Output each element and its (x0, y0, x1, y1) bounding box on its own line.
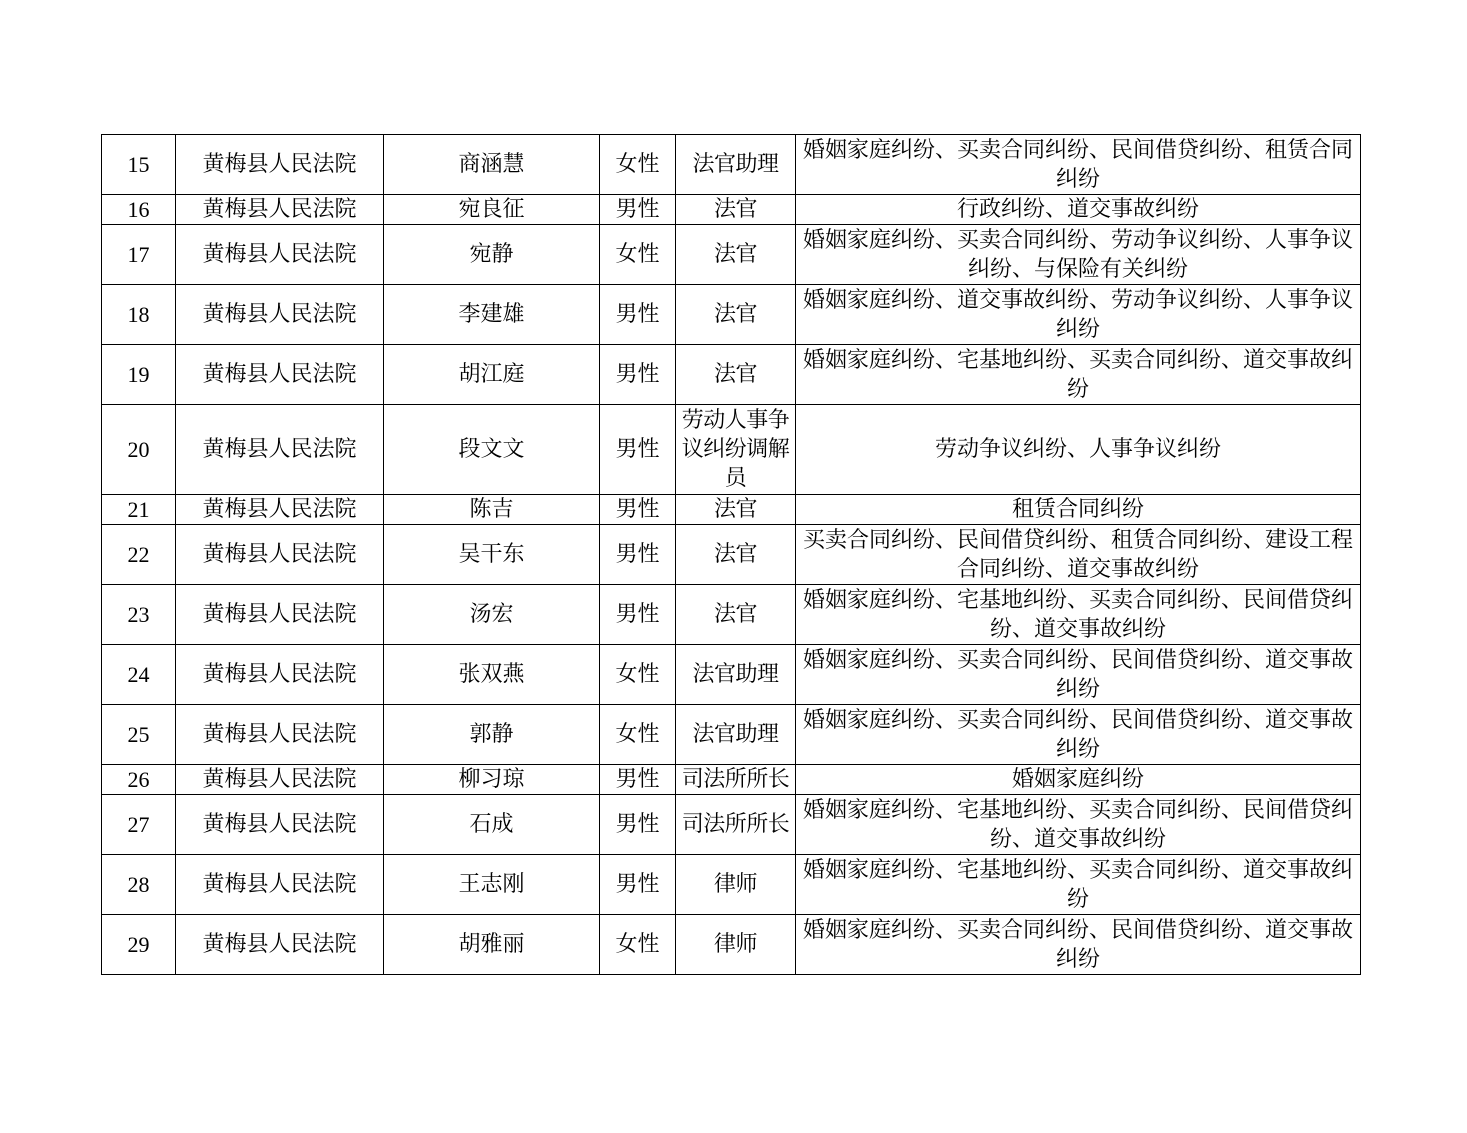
gender: 男性 (600, 765, 676, 795)
row-number: 25 (102, 705, 176, 765)
dispute-scope: 买卖合同纠纷、民间借贷纠纷、租赁合同纠纷、建设工程合同纠纷、道交事故纠纷 (796, 525, 1361, 585)
position: 律师 (676, 915, 796, 975)
row-number: 28 (102, 855, 176, 915)
table-row (102, 765, 1361, 795)
gender: 女性 (600, 645, 676, 705)
table-row (102, 225, 1361, 285)
position: 法官 (676, 285, 796, 345)
table-row (102, 645, 1361, 705)
row-number: 18 (102, 285, 176, 345)
dispute-scope: 劳动争议纠纷、人事争议纠纷 (796, 405, 1361, 495)
dispute-scope: 婚姻家庭纠纷、买卖合同纠纷、民间借贷纠纷、道交事故纠纷 (796, 645, 1361, 705)
position: 劳动人事争议纠纷调解员 (676, 405, 796, 495)
position: 法官 (676, 225, 796, 285)
position: 司法所所长 (676, 765, 796, 795)
court-name: 黄梅县人民法院 (176, 405, 384, 495)
gender: 男性 (600, 795, 676, 855)
table-row (102, 525, 1361, 585)
person-name: 柳习琼 (384, 765, 600, 795)
table-row (102, 915, 1361, 975)
table-row (102, 405, 1361, 495)
position: 法官助理 (676, 135, 796, 195)
position: 法官 (676, 525, 796, 585)
dispute-scope: 婚姻家庭纠纷、道交事故纠纷、劳动争议纠纷、人事争议纠纷 (796, 285, 1361, 345)
person-name: 吴干东 (384, 525, 600, 585)
court-name: 黄梅县人民法院 (176, 645, 384, 705)
person-name: 石成 (384, 795, 600, 855)
gender: 男性 (600, 855, 676, 915)
table-row (102, 135, 1361, 195)
dispute-scope: 婚姻家庭纠纷、宅基地纠纷、买卖合同纠纷、道交事故纠纷 (796, 345, 1361, 405)
gender: 女性 (600, 225, 676, 285)
dispute-scope: 婚姻家庭纠纷、买卖合同纠纷、民间借贷纠纷、道交事故纠纷 (796, 915, 1361, 975)
position: 法官 (676, 585, 796, 645)
row-number: 21 (102, 495, 176, 525)
court-name: 黄梅县人民法院 (176, 195, 384, 225)
position: 法官助理 (676, 705, 796, 765)
person-name: 陈吉 (384, 495, 600, 525)
dispute-scope: 婚姻家庭纠纷、买卖合同纠纷、民间借贷纠纷、租赁合同纠纷 (796, 135, 1361, 195)
person-name: 商涵慧 (384, 135, 600, 195)
gender: 男性 (600, 525, 676, 585)
court-name: 黄梅县人民法院 (176, 855, 384, 915)
table-row (102, 195, 1361, 225)
gender: 女性 (600, 135, 676, 195)
position: 律师 (676, 855, 796, 915)
court-name: 黄梅县人民法院 (176, 225, 384, 285)
row-number: 16 (102, 195, 176, 225)
person-name: 李建雄 (384, 285, 600, 345)
row-number: 27 (102, 795, 176, 855)
court-name: 黄梅县人民法院 (176, 705, 384, 765)
row-number: 26 (102, 765, 176, 795)
position: 法官 (676, 345, 796, 405)
gender: 男性 (600, 285, 676, 345)
dispute-scope: 婚姻家庭纠纷、宅基地纠纷、买卖合同纠纷、民间借贷纠纷、道交事故纠纷 (796, 585, 1361, 645)
table-row (102, 345, 1361, 405)
court-name: 黄梅县人民法院 (176, 495, 384, 525)
position: 法官 (676, 495, 796, 525)
position: 法官 (676, 195, 796, 225)
row-number: 22 (102, 525, 176, 585)
person-name: 胡雅丽 (384, 915, 600, 975)
table-row (102, 795, 1361, 855)
table-row (102, 855, 1361, 915)
gender: 男性 (600, 495, 676, 525)
row-number: 19 (102, 345, 176, 405)
row-number: 15 (102, 135, 176, 195)
person-name: 宛良征 (384, 195, 600, 225)
gender: 男性 (600, 345, 676, 405)
person-name: 王志刚 (384, 855, 600, 915)
gender: 男性 (600, 195, 676, 225)
person-name: 郭静 (384, 705, 600, 765)
court-name: 黄梅县人民法院 (176, 285, 384, 345)
table-row (102, 585, 1361, 645)
table-row (102, 705, 1361, 765)
person-name: 胡江庭 (384, 345, 600, 405)
dispute-scope: 行政纠纷、道交事故纠纷 (796, 195, 1361, 225)
dispute-scope: 婚姻家庭纠纷、宅基地纠纷、买卖合同纠纷、民间借贷纠纷、道交事故纠纷 (796, 795, 1361, 855)
court-name: 黄梅县人民法院 (176, 795, 384, 855)
position: 法官助理 (676, 645, 796, 705)
person-name: 张双燕 (384, 645, 600, 705)
row-number: 29 (102, 915, 176, 975)
gender: 女性 (600, 705, 676, 765)
row-number: 23 (102, 585, 176, 645)
person-name: 宛静 (384, 225, 600, 285)
table-row (102, 285, 1361, 345)
court-name: 黄梅县人民法院 (176, 585, 384, 645)
person-name: 段文文 (384, 405, 600, 495)
dispute-scope: 婚姻家庭纠纷 (796, 765, 1361, 795)
gender: 男性 (600, 585, 676, 645)
court-name: 黄梅县人民法院 (176, 765, 384, 795)
mediator-table (101, 134, 1361, 975)
dispute-scope: 婚姻家庭纠纷、买卖合同纠纷、劳动争议纠纷、人事争议纠纷、与保险有关纠纷 (796, 225, 1361, 285)
position: 司法所所长 (676, 795, 796, 855)
dispute-scope: 婚姻家庭纠纷、买卖合同纠纷、民间借贷纠纷、道交事故纠纷 (796, 705, 1361, 765)
court-name: 黄梅县人民法院 (176, 135, 384, 195)
court-name: 黄梅县人民法院 (176, 915, 384, 975)
row-number: 17 (102, 225, 176, 285)
gender: 男性 (600, 405, 676, 495)
row-number: 24 (102, 645, 176, 705)
dispute-scope: 婚姻家庭纠纷、宅基地纠纷、买卖合同纠纷、道交事故纠纷 (796, 855, 1361, 915)
gender: 女性 (600, 915, 676, 975)
person-name: 汤宏 (384, 585, 600, 645)
court-name: 黄梅县人民法院 (176, 525, 384, 585)
table-row (102, 495, 1361, 525)
row-number: 20 (102, 405, 176, 495)
dispute-scope: 租赁合同纠纷 (796, 495, 1361, 525)
court-name: 黄梅县人民法院 (176, 345, 384, 405)
